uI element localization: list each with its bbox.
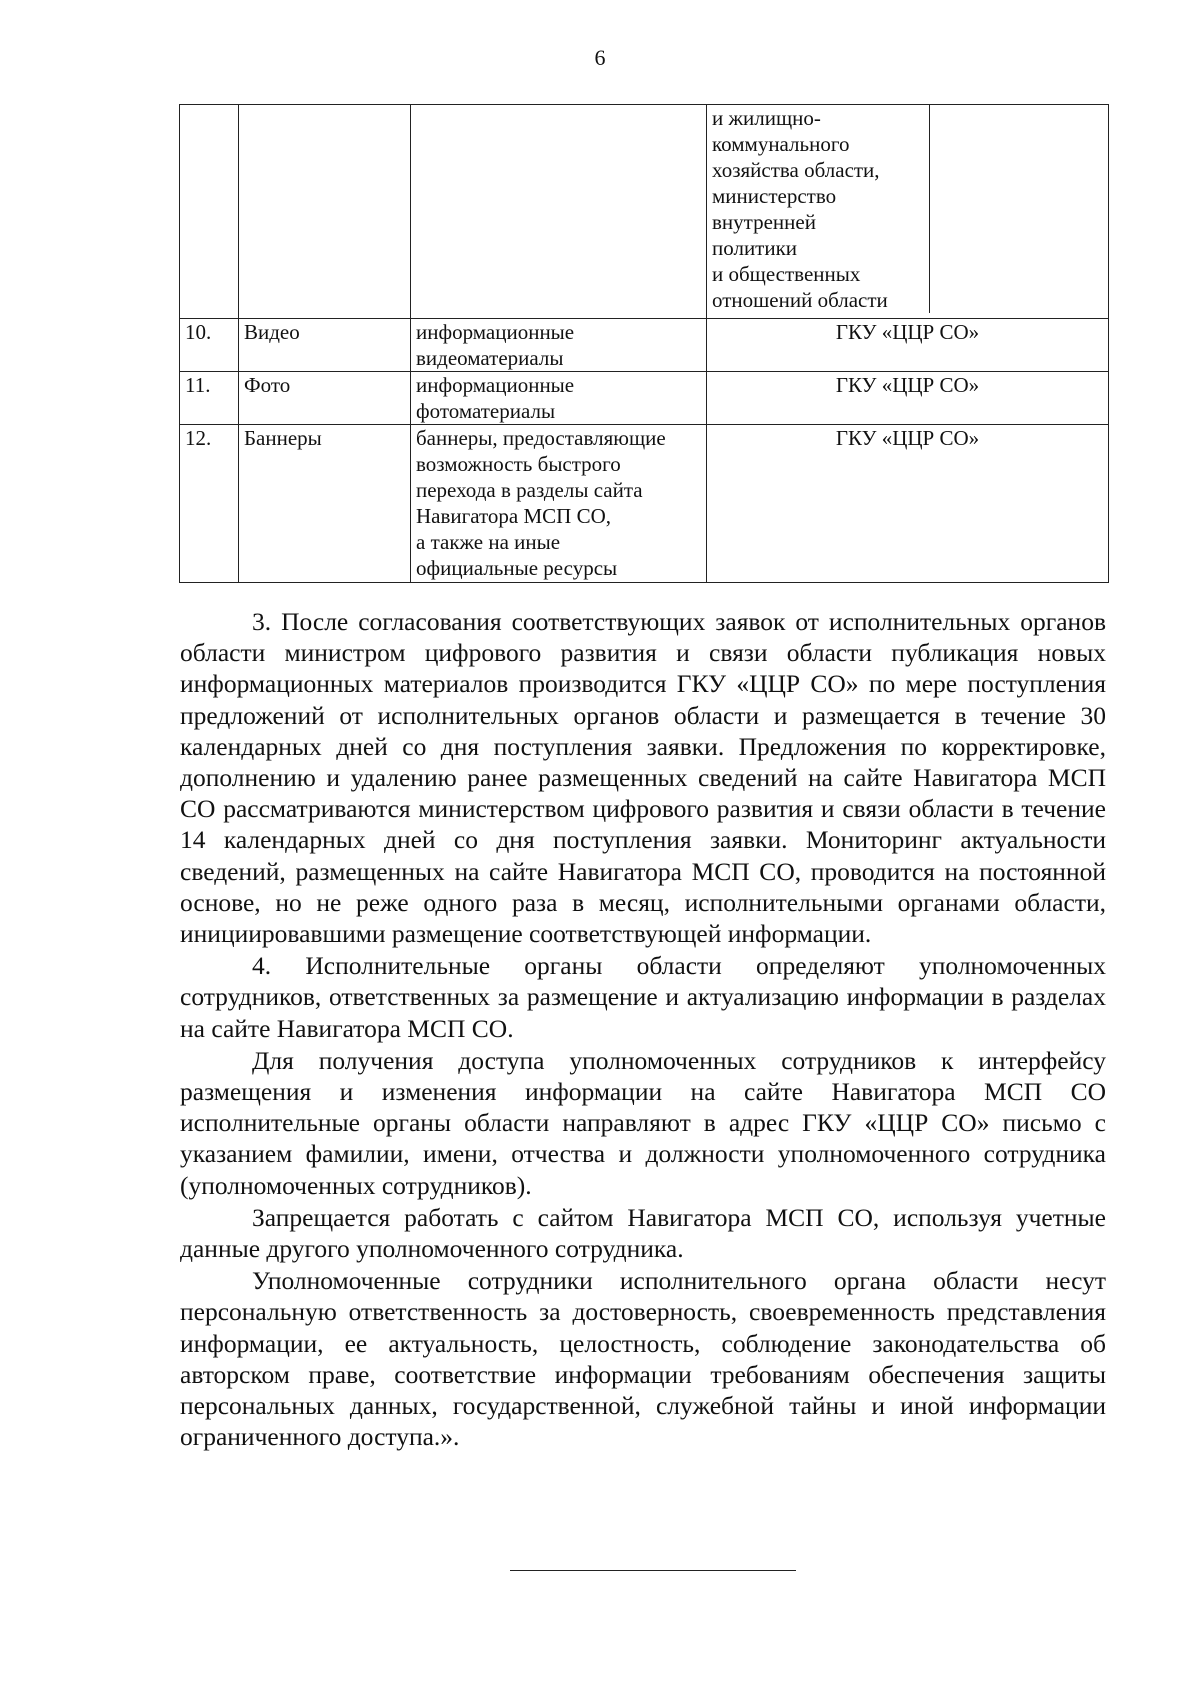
row-content: баннеры, предоставляющие возможность быстрого перехода в разделы сайта Навигатора МСП СО, а также на иные официальные ресурсы — [411, 425, 707, 583]
table-cell-content — [411, 105, 707, 319]
row-number: 10. — [180, 319, 239, 372]
paragraph-responsibility: Уполномоченные сотрудники исполнительного органа области несут персональную ответственность за достоверность, своевременность представления информации, ее актуальность, целостность, соблюдение законодательства об авторском праве, соответствие информации требованиям обеспечения защиты персональных данных, государственной, служебной тайны и иной информации ограниченного доступа.». — [180, 1266, 1106, 1452]
continuation-org-text: и жилищно- коммунального хозяйства области, министерство внутренней политики и общественных отношений области — [707, 105, 930, 313]
paragraph-3: 3. После согласования соответствующих заявок от исполнительных органов области министром цифрового развития и связи области публикация новых информационных материалов производится ГКУ «ЦЦР СО» по мере поступления предложений от исполнительных органов области и размещается в течение 30 календарных дней со дня поступления заявки. Предложения по корректировке, дополнению и удалению ранее размещенных сведений на сайте Навигатора МСП СО рассматриваются министерством цифрового развития и связи области в течение 14 календарных дней со дня поступления заявки. Мониторинг актуальности сведений, размещенных на сайте Навигатора МСП СО, проводится на постоянной основе, но не реже одного раза в месяц, исполнительными органами области, инициировавшими размещение соответствующей информации. — [180, 607, 1106, 949]
page-number: 6 — [594, 45, 606, 70]
paragraph-prohibition: Запрещается работать с сайтом Навигатора МСП СО, используя учетные данные другого уполномоченного сотрудника. — [180, 1202, 1106, 1264]
content-table — [179, 104, 1109, 583]
table-row — [180, 319, 1109, 372]
row-name: Видео — [239, 319, 411, 372]
paragraph-4: 4. Исполнительные органы области определяют уполномоченных сотрудников, ответственных за размещение и актуализацию информации в разделах на сайте Навигатора МСП СО. — [180, 951, 1106, 1043]
table-cell-num — [180, 105, 239, 319]
end-rule — [510, 1570, 796, 1571]
table-row — [180, 425, 1109, 583]
row-responsible: ГКУ «ЦЦР СО» — [707, 319, 1109, 372]
continuation-empty-cell — [930, 105, 1108, 313]
row-number: 12. — [180, 425, 239, 583]
row-name: Баннеры — [239, 425, 411, 583]
table-cell-name — [239, 105, 411, 319]
row-responsible: ГКУ «ЦЦР СО» — [707, 372, 1109, 425]
row-responsible: ГКУ «ЦЦР СО» — [707, 425, 1109, 583]
body-text — [180, 606, 1106, 1453]
row-number: 11. — [180, 372, 239, 425]
table-row — [180, 372, 1109, 425]
row-name: Фото — [239, 372, 411, 425]
paragraph-access: Для получения доступа уполномоченных сотрудников к интерфейсу размещения и изменения информации на сайте Навигатора МСП СО исполнительные органы области направляют в адрес ГКУ «ЦЦР СО» письмо с указанием фамилии, имени, отчества и должности уполномоченного сотрудника (уполномоченных сотрудников). — [180, 1045, 1106, 1200]
table-row-continuation — [180, 105, 1109, 319]
row-content: информационные фотоматериалы — [411, 372, 707, 425]
table-cell-responsible — [707, 105, 1109, 319]
row-content: информационные видеоматериалы — [411, 319, 707, 372]
